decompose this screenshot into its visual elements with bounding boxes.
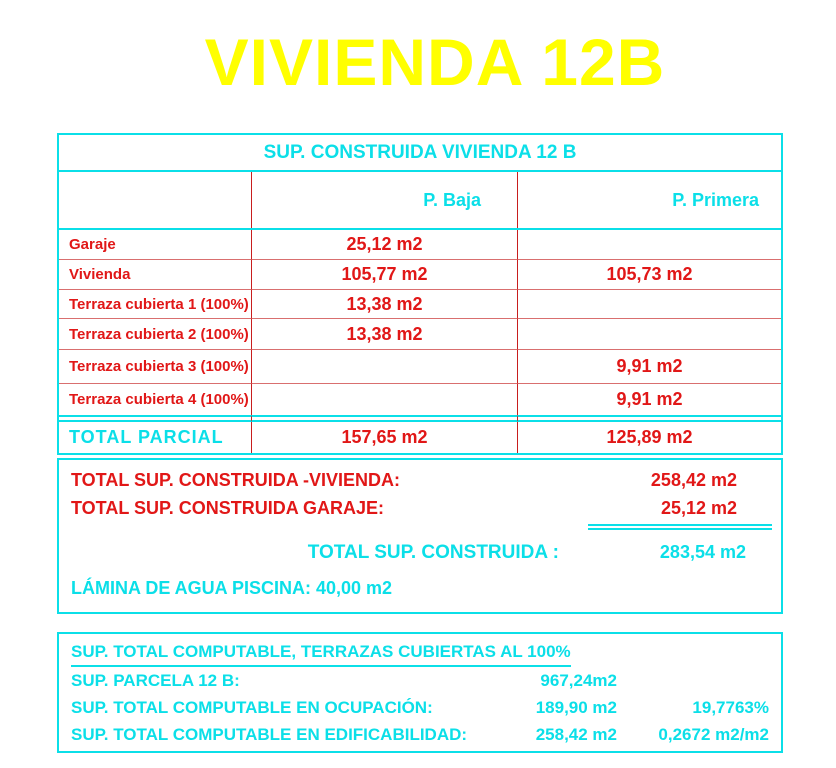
- computable-heading: SUP. TOTAL COMPUTABLE, TERRAZAS CUBIERTAS AL 100%: [71, 642, 571, 667]
- table-row: [59, 290, 781, 319]
- row-value-primera: [518, 230, 781, 260]
- row-label: Terraza cubierta 3 (100%): [59, 350, 252, 384]
- row-value-baja: 105,77 m2: [252, 260, 518, 290]
- row-value-baja: [252, 350, 518, 384]
- sum-double-rule: [588, 524, 772, 530]
- total-vivienda-label: TOTAL SUP. CONSTRUIDA -VIVIENDA:: [71, 470, 401, 490]
- computable-label: SUP. TOTAL COMPUTABLE EN EDIFICABILIDAD:: [71, 725, 468, 744]
- total-garaje-label: TOTAL SUP. CONSTRUIDA GARAJE:: [71, 498, 385, 518]
- row-value-primera: 9,91 m2: [518, 350, 781, 384]
- total-garaje-row: [71, 498, 737, 519]
- computable-label: SUP. TOTAL COMPUTABLE EN OCUPACIÓN:: [71, 698, 433, 717]
- totals-summary-box: [57, 458, 783, 614]
- row-label: Vivienda: [59, 260, 252, 290]
- computable-extra: 19,7763%: [692, 698, 769, 717]
- row-label: Terraza cubierta 4 (100%): [59, 384, 252, 415]
- row-value-primera: [518, 290, 781, 319]
- row-label: Terraza cubierta 1 (100%): [59, 290, 252, 319]
- computable-row: [71, 698, 781, 718]
- lamina-piscina-text: LÁMINA DE AGUA PISCINA: 40,00 m2: [71, 578, 393, 598]
- computable-row: [71, 725, 781, 745]
- page-title: VIVIENDA 12B: [204, 25, 666, 99]
- total-parcial-primera: 125,89 m2: [606, 427, 693, 447]
- table-row: [59, 384, 781, 415]
- total-parcial-label: TOTAL PARCIAL: [59, 422, 252, 453]
- total-construida-label: TOTAL SUP. CONSTRUIDA :: [307, 542, 559, 563]
- total-vivienda-value: 258,42 m2: [650, 470, 737, 490]
- header-cell-planta-primera: P. Primera: [672, 189, 759, 210]
- table-row: [59, 230, 781, 260]
- row-value-baja: 13,38 m2: [252, 319, 518, 350]
- constructed-surface-table: [57, 133, 783, 455]
- row-label: Terraza cubierta 2 (100%): [59, 319, 252, 350]
- total-vivienda-row: [71, 470, 737, 491]
- row-value-baja: 13,38 m2: [252, 290, 518, 319]
- table-title: SUP. CONSTRUIDA VIVIENDA 12 B: [59, 135, 781, 172]
- row-value-baja: [252, 384, 518, 415]
- row-value-primera: 9,91 m2: [616, 389, 683, 409]
- computable-label: SUP. PARCELA 12 B:: [71, 671, 240, 690]
- computable-value: 189,90 m2: [535, 698, 617, 717]
- computable-value: 967,24m2: [540, 671, 617, 690]
- header-cell-empty: [59, 172, 252, 228]
- row-label: Garaje: [59, 230, 252, 260]
- computable-summary-box: [57, 632, 783, 753]
- computable-extra: 0,2672 m2/m2: [658, 725, 769, 744]
- table-header-row: [59, 172, 781, 230]
- table-row: [59, 260, 781, 290]
- table-row: [59, 319, 781, 350]
- total-parcial-row: [59, 422, 781, 453]
- computable-row: [71, 671, 781, 691]
- row-value-primera: 105,73 m2: [518, 260, 781, 290]
- row-value-primera: [518, 319, 781, 350]
- row-value-baja: 25,12 m2: [252, 230, 518, 260]
- header-cell-planta-baja: P. Baja: [252, 172, 518, 228]
- total-construida-row: [59, 542, 781, 564]
- total-construida-value: 283,54 m2: [659, 542, 746, 562]
- total-garaje-value: 25,12 m2: [660, 498, 737, 518]
- double-rule: [59, 415, 781, 422]
- table-row: [59, 350, 781, 384]
- computable-value: 258,42 m2: [535, 725, 617, 744]
- total-parcial-baja: 157,65 m2: [252, 422, 518, 453]
